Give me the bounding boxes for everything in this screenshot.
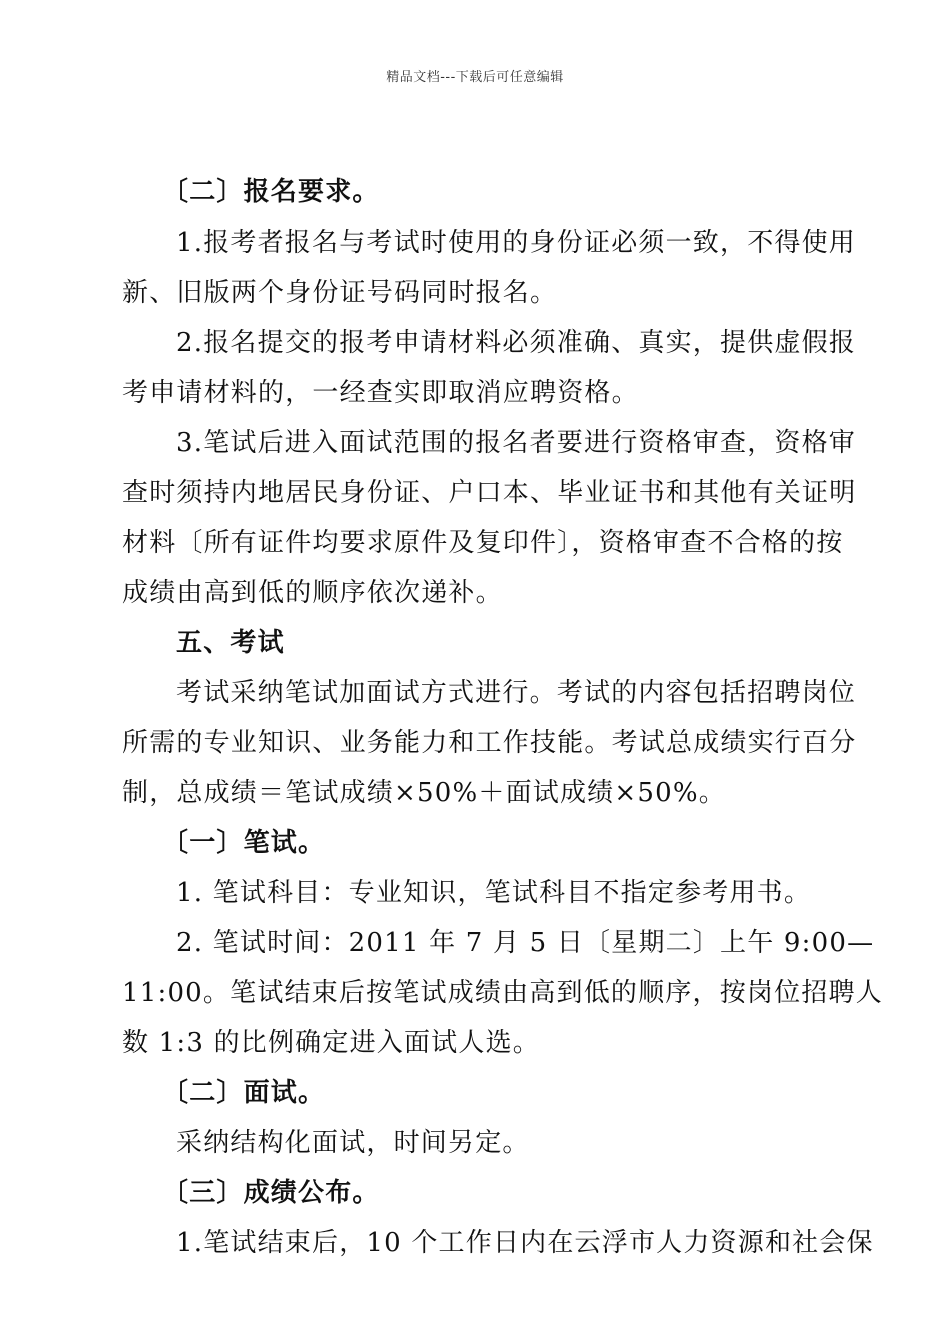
page-header: 精品文档---下载后可任意编辑 [386, 70, 564, 85]
paragraph-line: 考申请材料的，一经查实即取消应聘资格。 [122, 378, 639, 408]
paragraph-line: 2.报名提交的报考申请材料必须准确、真实，提供虚假报 [176, 328, 857, 358]
paragraph-line: 查时须持内地居民身份证、户口本、毕业证书和其他有关证明 [122, 478, 857, 508]
paragraph-line: 材料〔所有证件均要求原件及复印件〕，资格审查不合格的按 [122, 528, 844, 558]
section-heading-results-announcement: 〔三〕成绩公布。 [162, 1178, 380, 1208]
paragraph-line: 数 1:3 的比例确定进入面试人选。 [122, 1028, 540, 1058]
section-heading-interview: 〔二〕面试。 [162, 1078, 326, 1108]
paragraph-line: 1.笔试结束后，10 个工作日内在云浮市人力资源和社会保 [176, 1228, 874, 1258]
paragraph-line: 新、旧版两个身份证号码同时报名。 [122, 278, 558, 308]
paragraph-line: 1. 笔试科目：专业知识，笔试科目不指定参考用书。 [176, 878, 812, 908]
paragraph-line: 采纳结构化面试，时间另定。 [176, 1128, 530, 1158]
paragraph-line: 成绩由高到低的顺序依次递补。 [122, 578, 503, 608]
paragraph-line: 3.笔试后进入面试范围的报名者要进行资格审查，资格审 [176, 428, 857, 458]
section-heading-registration-requirements: 〔二〕报名要求。 [162, 177, 380, 207]
section-heading-exam: 五、考试 [176, 628, 285, 658]
paragraph-line: 考试采纳笔试加面试方式进行。考试的内容包括招聘岗位 [176, 678, 857, 708]
paragraph-line: 制，总成绩＝笔试成绩×50%＋面试成绩×50%。 [122, 778, 726, 808]
section-heading-written-test: 〔一〕笔试。 [162, 828, 326, 858]
paragraph-line: 所需的专业知识、业务能力和工作技能。考试总成绩实行百分 [122, 728, 857, 758]
paragraph-line: 11:00。笔试结束后按笔试成绩由高到低的顺序，按岗位招聘人 [122, 978, 883, 1008]
paragraph-line: 1.报考者报名与考试时使用的身份证必须一致，不得使用 [176, 228, 857, 258]
paragraph-line: 2. 笔试时间：2011 年 7 月 5 日〔星期二〕上午 9:00— [176, 928, 875, 958]
